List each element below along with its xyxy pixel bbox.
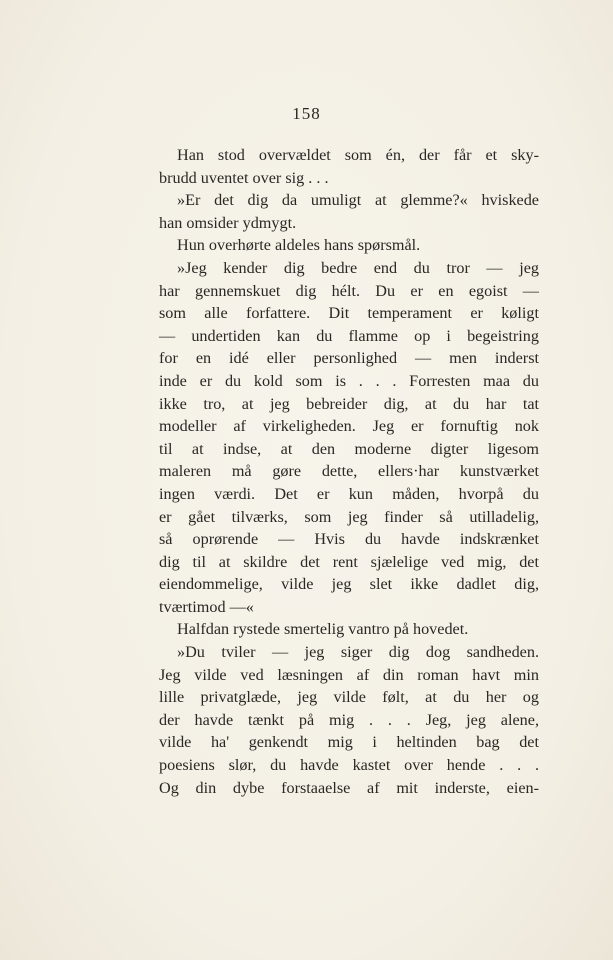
text-line: Jeg vilde ved læsningen af din roman havt min xyxy=(159,665,539,684)
text-line: ingen værdi. Det er kun måden, hvorpå du xyxy=(159,484,539,503)
text-line: så oprørende — Hvis du havde indskrænket xyxy=(159,530,539,549)
text-line: — undertiden kan du flamme op i begeistring xyxy=(159,326,539,345)
text-line: lille privatglæde, jeg vilde følt, at du her og xyxy=(159,688,539,707)
page-number: 158 xyxy=(292,104,321,123)
text-line: Og din dybe forstaaelse af mit inderste, eien- xyxy=(159,778,539,797)
text-line: vilde ha' genkendt mig i heltinden bag det xyxy=(159,733,539,752)
text-line: tværtimod —« xyxy=(159,597,254,616)
text-line: som alle forfattere. Dit temperament er køligt xyxy=(159,304,539,323)
text-line: Halfdan rystede smertelig vantro på hovedet. xyxy=(177,620,469,639)
text-line: »Er det dig da umuligt at glemme?« hviskede xyxy=(177,191,539,210)
text-line: modeller af virkeligheden. Jeg er fornuftig nok xyxy=(159,417,539,436)
text-line: »Du tviler — jeg siger dig dog sandheden. xyxy=(177,643,539,662)
text-line: »Jeg kender dig bedre end du tror — jeg xyxy=(177,258,539,277)
text-line: er gået tilværks, som jeg finder så utilladelig, xyxy=(159,507,539,526)
text-line: maleren må gøre dette, ellers·har kunstværket xyxy=(159,462,539,481)
text-line: der havde tænkt på mig . . . Jeg, jeg alene, xyxy=(159,710,539,729)
text-line: til at indse, at den moderne digter ligesom xyxy=(159,439,539,458)
text-line: Han stod overvældet som én, der får et sky- xyxy=(177,146,539,164)
text-line: poesiens slør, du havde kastet over hende . . . xyxy=(159,756,539,775)
text-line: eiendommelige, vilde jeg slet ikke dadlet dig, xyxy=(159,575,539,594)
body-text xyxy=(159,144,539,799)
text-line: har gennemskuet dig hélt. Du er en egoist — xyxy=(159,281,539,300)
text-line: dig til at skildre det rent sjælelige ved mig, det xyxy=(159,552,539,571)
text-line: brudd uventet over sig . . . xyxy=(159,168,329,187)
text-line: han omsider ydmygt. xyxy=(159,213,297,232)
text-line: inde er du kold som is . . . Forresten maa du xyxy=(159,371,539,390)
text-line: Hun overhørte aldeles hans spørsmål. xyxy=(177,236,421,255)
text-line: ikke tro, at jeg bebreider dig, at du har tat xyxy=(159,394,539,413)
text-line: for en idé eller personlighed — men inderst xyxy=(159,349,539,368)
